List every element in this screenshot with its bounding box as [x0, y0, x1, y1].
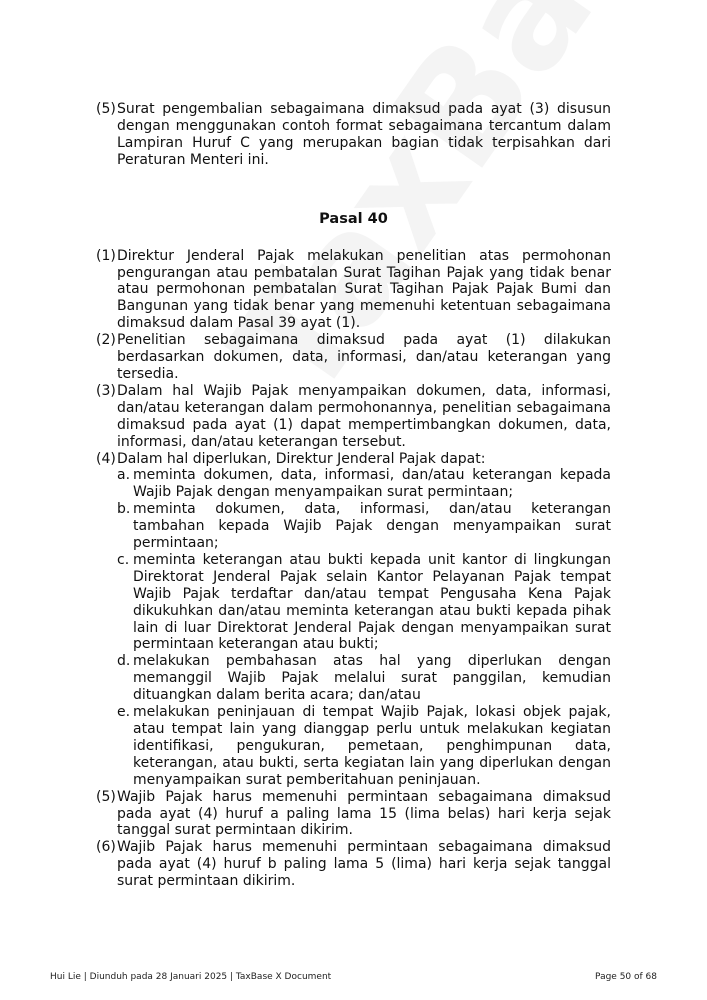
- paragraph-3: [96, 383, 611, 451]
- subitem-letter: e.: [117, 704, 131, 721]
- item-number: (5): [96, 788, 116, 805]
- paragraph-1: [96, 248, 611, 333]
- subitem-c: [117, 552, 611, 653]
- subitem-text: meminta dokumen, data, informasi, dan/atau keterangan kepada Wajib Pajak dengan menyampaikan surat permintaan;: [133, 467, 611, 501]
- item-text: Dalam hal Wajib Pajak menyampaikan dokumen, data, informasi, dan/atau keterangan dalam permohonannya, penelitian sebagaimana dimaksud pada ayat (1) dapat mempertimbangkan dokumen, data, informasi, dan/atau keterangan tersebut.: [117, 382, 611, 450]
- document-body: [96, 101, 611, 890]
- item-number: (5): [96, 101, 116, 117]
- subitem-letter: d.: [117, 653, 131, 670]
- item-text: Direktur Jenderal Pajak melakukan penelitian atas permohonan pengurangan atau pembatalan Surat Tagihan Pajak yang tidak benar atau permohonan pembatalan Surat Tagihan Pajak Pajak Bumi dan Bangunan yang tidak benar yang memenuhi ketentuan sebagaimana dimaksud dalam Pasal 39 ayat (1).: [117, 247, 611, 332]
- paragraph-5: [96, 789, 611, 840]
- subitem-e: [117, 704, 611, 789]
- item-text: Dalam hal diperlukan, Direktur Jenderal Pajak dapat:: [117, 450, 486, 467]
- article-title: Pasal 40: [319, 210, 388, 227]
- item-number: (1): [96, 247, 116, 264]
- subitem-text: meminta keterangan atau bukti kepada unit kantor di lingkungan Direktorat Jenderal Pajak selain Kantor Pelayanan Pajak tempat Wajib Pajak terdaftar dan/atau tempat Pengusaha Kena Pajak dikukuhkan dan/atau meminta keterangan atau bukti kepada pihak lain di luar Direktorat Jenderal Pajak dengan menyampaikan surat permintaan keterangan atau bukti;: [133, 551, 611, 653]
- subitem-d: [117, 653, 611, 704]
- subitem-text: melakukan peninjauan di tempat Wajib Pajak, lokasi objek pajak, atau tempat lain yang dianggap perlu untuk melakukan kegiatan identifikasi, pengukuran, pemetaan, penghimpunan data, keterangan, atau bukti, serta kegiatan lain yang diperlukan dengan menyampaikan surat pemberitahuan peninjauan.: [133, 704, 611, 788]
- paragraph-5-prev: [96, 101, 611, 169]
- subitem-text: melakukan pembahasan atas hal yang diperlukan dengan memanggil Wajib Pajak melalui surat panggilan, kemudian dituangkan dalam berita acara; dan/atau: [133, 653, 611, 704]
- item-number: (2): [96, 332, 116, 349]
- item-number: (4): [96, 450, 116, 467]
- paragraph-6: [96, 839, 611, 890]
- subitem-letter: c.: [117, 551, 130, 568]
- footer-page-number: Page 50 of 68: [595, 972, 657, 982]
- item-number: (6): [96, 839, 116, 856]
- subitem-letter: a.: [117, 467, 131, 484]
- item-text: Penelitian sebagaimana dimaksud pada ayat (1) dilakukan berdasarkan dokumen, data, informasi, dan/atau keterangan yang tersedia.: [117, 332, 611, 382]
- paragraph-2: [96, 332, 611, 383]
- footer-download-info: Hui Lie | Diunduh pada 28 Januari 2025 | TaxBase X Document: [50, 972, 332, 982]
- subitem-a: [117, 467, 611, 501]
- paragraph-4: [96, 451, 611, 468]
- subitem-text: meminta dokumen, data, informasi, dan/atau keterangan tambahan kepada Wajib Pajak dengan menyampaikan surat permintaan;: [133, 501, 611, 552]
- subitem-letter: b.: [117, 501, 131, 518]
- item-text: Wajib Pajak harus memenuhi permintaan sebagaimana dimaksud pada ayat (4) huruf b paling lama 5 (lima) hari kerja sejak tanggal surat permintaan dikirim.: [117, 839, 611, 890]
- item-text: Surat pengembalian sebagaimana dimaksud pada ayat (3) disusun dengan menggunakan contoh format sebagaimana tercantum dalam Lampiran Huruf C yang merupakan bagian tidak terpisahkan dari Peraturan Menteri ini.: [117, 101, 611, 168]
- subitem-b: [117, 501, 611, 552]
- item-number: (3): [96, 382, 116, 399]
- item-text: Wajib Pajak harus memenuhi permintaan sebagaimana dimaksud pada ayat (4) huruf a paling lama 15 (lima belas) hari kerja sejak tanggal surat permintaan dikirim.: [117, 788, 611, 839]
